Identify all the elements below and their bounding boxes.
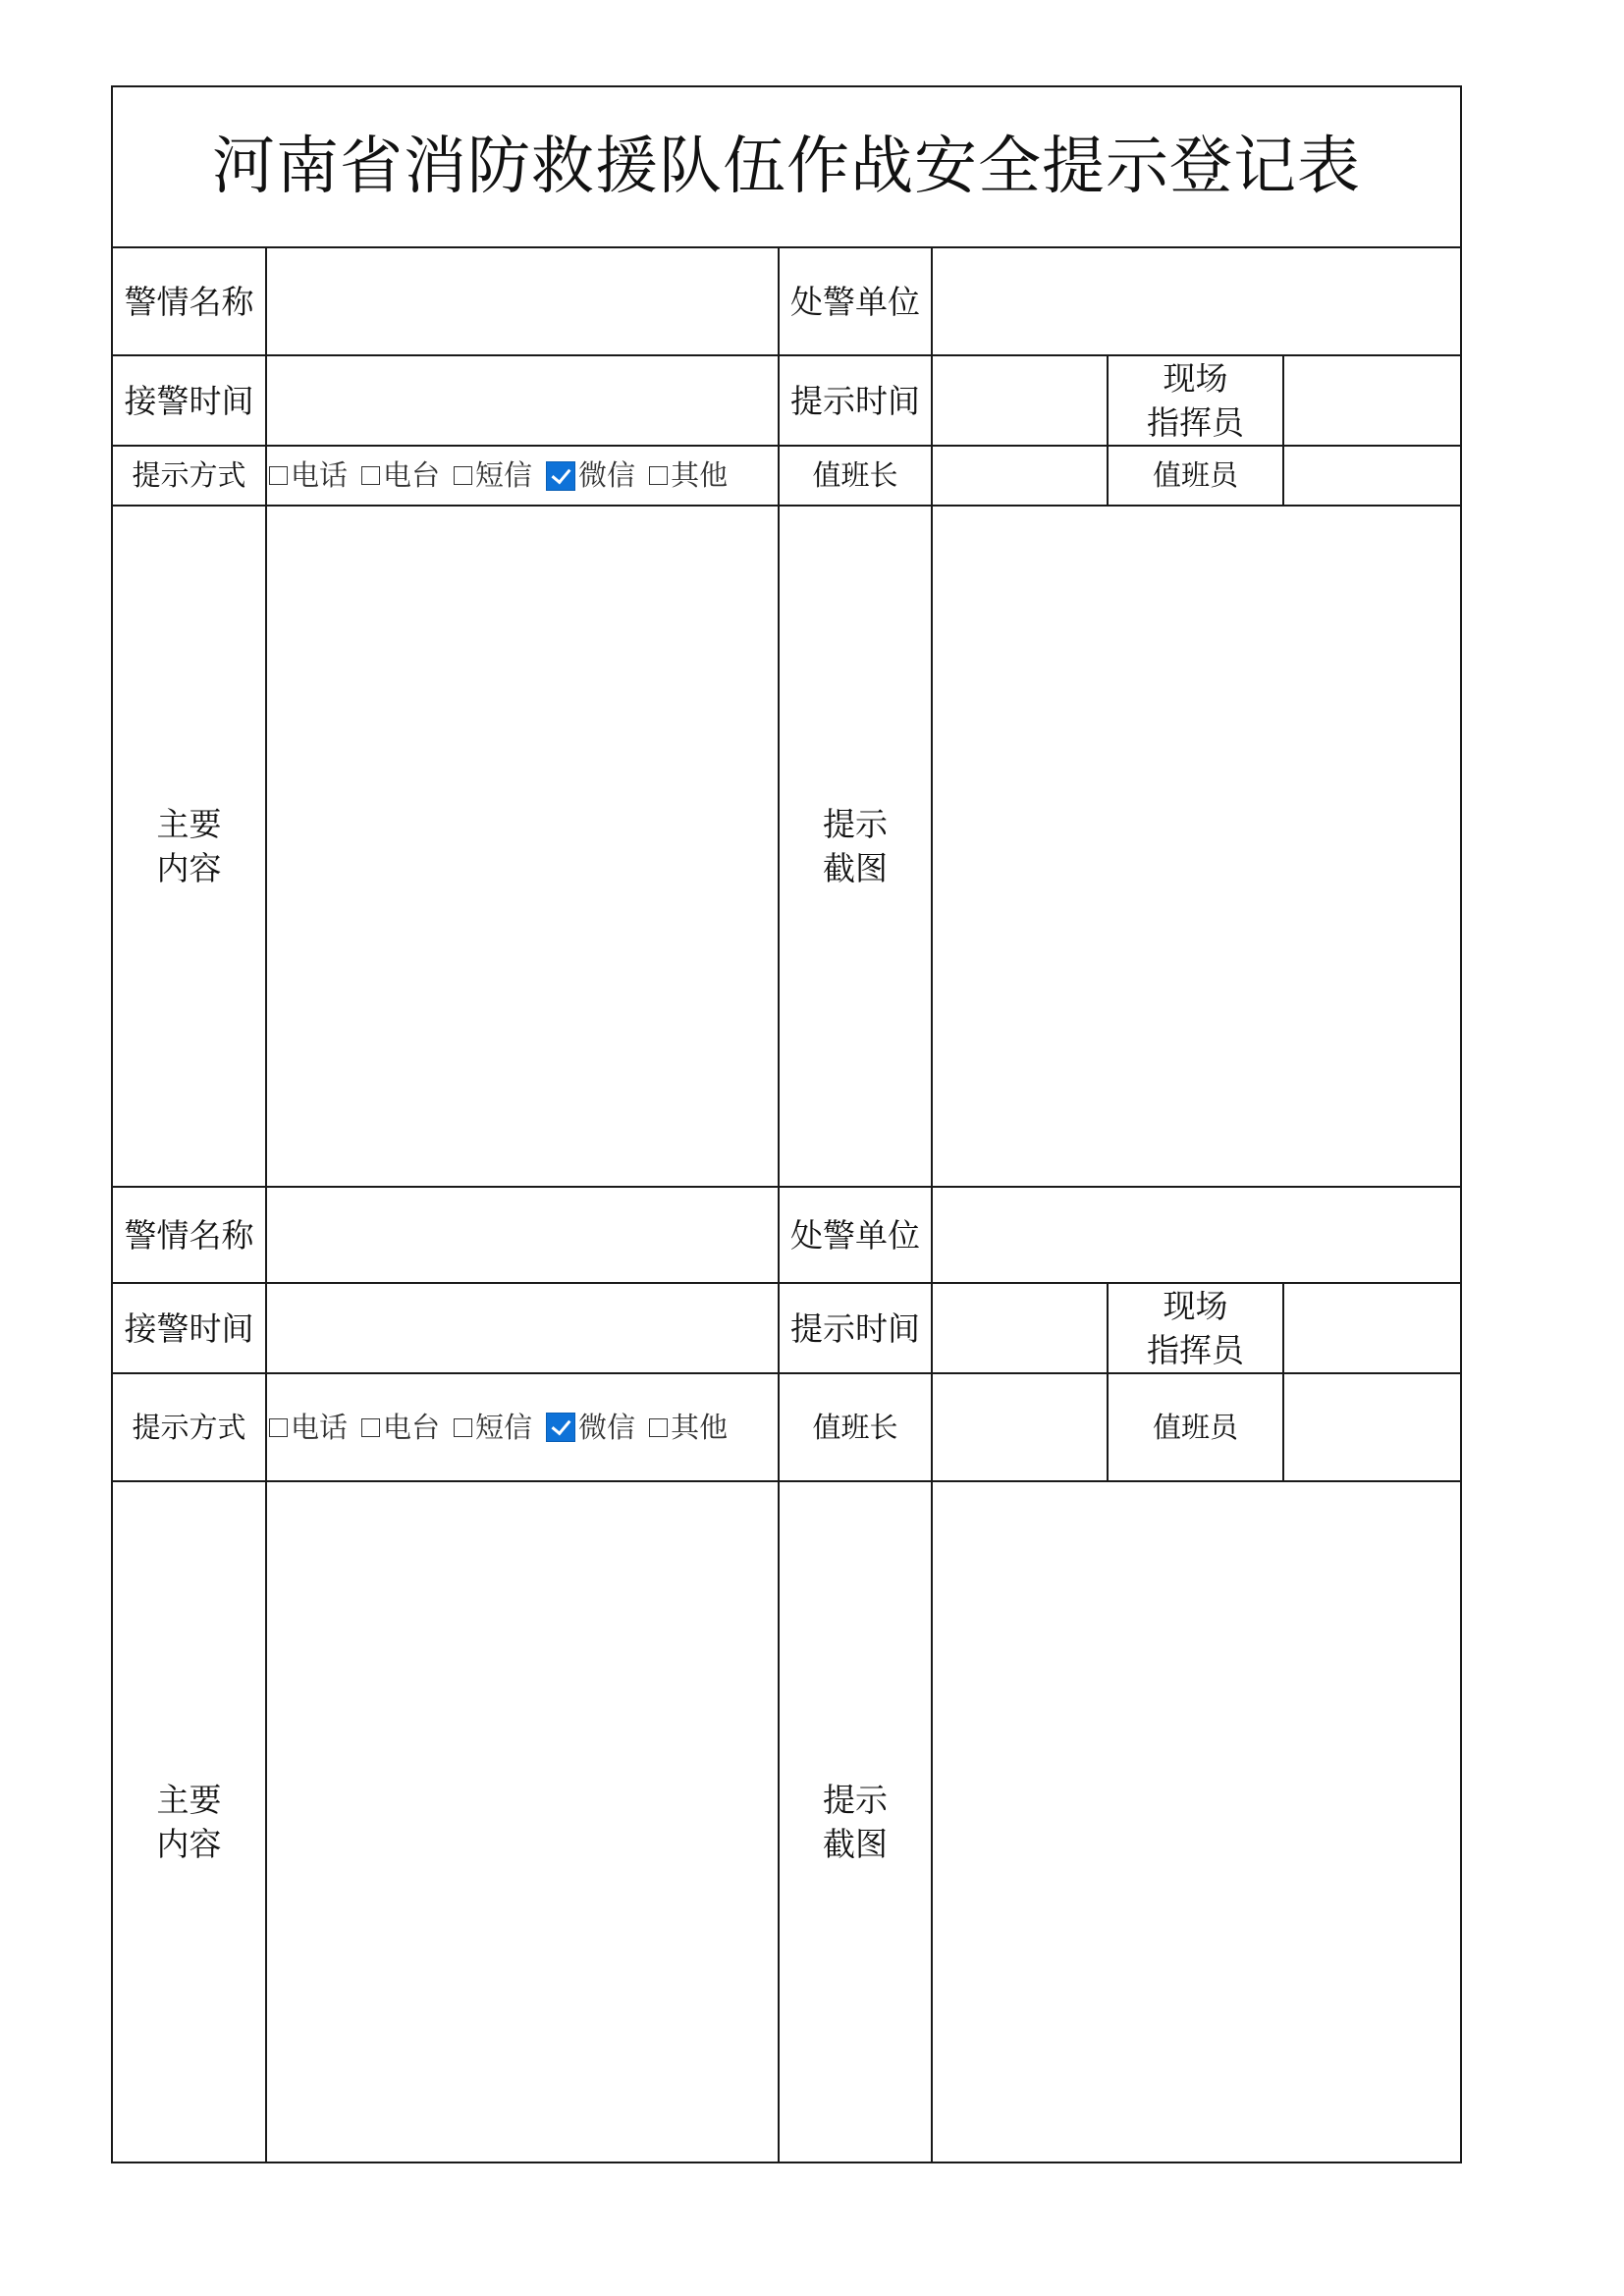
prompt-method-option[interactable]: [269, 454, 348, 498]
receive-time-label: 接警时间: [112, 355, 266, 446]
prompt-time-label: 提示时间: [779, 1283, 932, 1373]
shift-leader-field[interactable]: [932, 446, 1108, 506]
option-label: 微信: [578, 1410, 636, 1444]
prompt-time-label: 提示时间: [779, 355, 932, 446]
handling-unit-field[interactable]: [932, 1187, 1461, 1283]
prompt-method-option[interactable]: [361, 454, 440, 498]
prompt-method-option[interactable]: [649, 454, 728, 498]
option-label: 电台: [383, 1410, 441, 1444]
main-content-label: 主要 内容: [112, 506, 266, 1187]
main-content-field[interactable]: [266, 506, 779, 1187]
shift-leader-field[interactable]: [932, 1373, 1108, 1481]
alarm-name-label: 警情名称: [112, 1187, 266, 1283]
option-label: 短信: [475, 458, 533, 492]
screenshot-label: 提示 截图: [779, 1481, 932, 2163]
checkbox-icon[interactable]: [649, 466, 668, 485]
option-label: 其他: [671, 1410, 729, 1444]
option-label: 其他: [671, 458, 729, 492]
prompt-time-field[interactable]: [932, 355, 1108, 446]
prompt-time-field[interactable]: [932, 1283, 1108, 1373]
checkbox-icon[interactable]: [454, 466, 472, 485]
duty-officer-label: 值班员: [1108, 1373, 1283, 1481]
prompt-method-option[interactable]: [454, 454, 532, 498]
main-content-label: 主要 内容: [112, 1481, 266, 2163]
handling-unit-field[interactable]: [932, 247, 1461, 355]
shift-leader-label: 值班长: [779, 446, 932, 506]
prompt-method-checkbox-group: [269, 1406, 778, 1450]
prompt-method-options: [266, 446, 779, 506]
option-label: 短信: [475, 1410, 533, 1444]
prompt-method-checkbox-group: [269, 454, 778, 498]
option-label: 电话: [291, 1410, 349, 1444]
receive-time-label: 接警时间: [112, 1283, 266, 1373]
checkbox-icon[interactable]: [269, 466, 288, 485]
screenshot-label: 提示 截图: [779, 506, 932, 1187]
prompt-method-options: [266, 1373, 779, 1481]
onsite-commander-label: 现场 指挥员: [1108, 1283, 1283, 1373]
receive-time-field[interactable]: [266, 355, 779, 446]
checkbox-icon[interactable]: [361, 1418, 380, 1437]
duty-officer-field[interactable]: [1283, 446, 1461, 506]
alarm-name-field[interactable]: [266, 1187, 779, 1283]
prompt-method-label: 提示方式: [112, 1373, 266, 1481]
onsite-commander-field[interactable]: [1283, 355, 1461, 446]
checkbox-icon[interactable]: [454, 1418, 472, 1437]
alarm-name-field[interactable]: [266, 247, 779, 355]
prompt-method-option[interactable]: [361, 1406, 440, 1450]
option-label: 电话: [291, 458, 349, 492]
screenshot-area[interactable]: [932, 1481, 1461, 2163]
prompt-method-label: 提示方式: [112, 446, 266, 506]
form-title: 河南省消防救援队伍作战安全提示登记表: [112, 86, 1461, 247]
prompt-method-option[interactable]: [454, 1406, 532, 1450]
checkbox-icon[interactable]: [649, 1418, 668, 1437]
main-content-field[interactable]: [266, 1481, 779, 2163]
registration-form-table: [111, 85, 1462, 2163]
alarm-name-label: 警情名称: [112, 247, 266, 355]
onsite-commander-label: 现场 指挥员: [1108, 355, 1283, 446]
option-label: 微信: [578, 458, 636, 492]
duty-officer-label: 值班员: [1108, 446, 1283, 506]
prompt-method-option[interactable]: [649, 1406, 728, 1450]
duty-officer-field[interactable]: [1283, 1373, 1461, 1481]
prompt-method-option[interactable]: [546, 454, 635, 498]
prompt-method-option[interactable]: [269, 1406, 348, 1450]
shift-leader-label: 值班长: [779, 1373, 932, 1481]
checkbox-icon[interactable]: [361, 466, 380, 485]
checkbox-icon[interactable]: [269, 1418, 288, 1437]
checkbox-checked-icon[interactable]: [546, 461, 575, 491]
prompt-method-option[interactable]: [546, 1406, 635, 1450]
handling-unit-label: 处警单位: [779, 247, 932, 355]
receive-time-field[interactable]: [266, 1283, 779, 1373]
screenshot-area[interactable]: [932, 506, 1461, 1187]
handling-unit-label: 处警单位: [779, 1187, 932, 1283]
onsite-commander-field[interactable]: [1283, 1283, 1461, 1373]
option-label: 电台: [383, 458, 441, 492]
checkbox-checked-icon[interactable]: [546, 1413, 575, 1442]
